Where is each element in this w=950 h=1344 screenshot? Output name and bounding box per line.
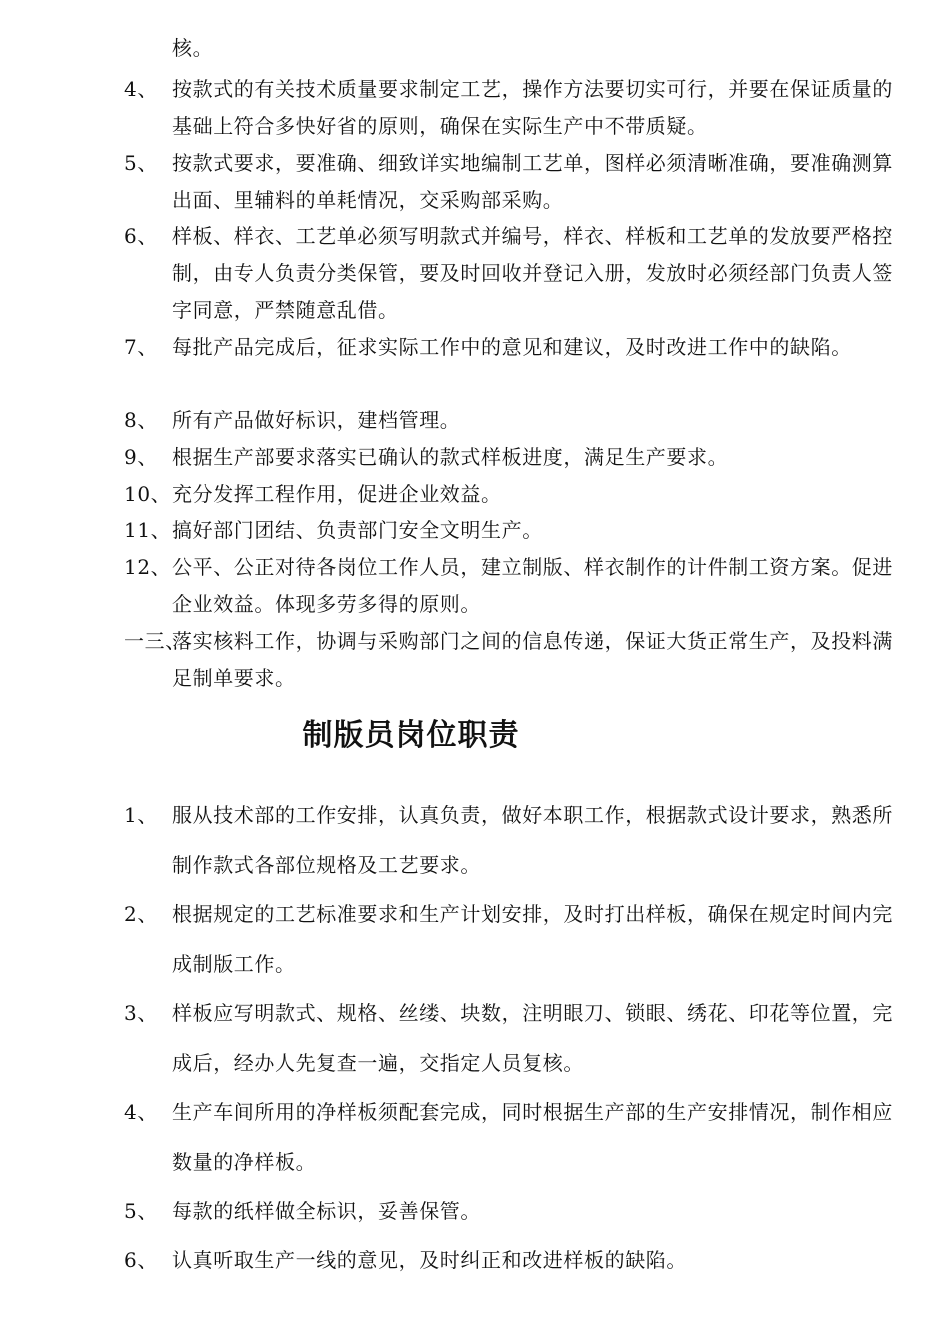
item-number: 3、 bbox=[124, 1001, 158, 1025]
item-text: 按款式要求，要准确、细致详实地编制工艺单，图样必须清晰准确，要准确测算出面、里辅料的单耗情况，交采购部采购。 bbox=[172, 151, 893, 212]
list-item bbox=[124, 1087, 894, 1187]
item-text: 根据规定的工艺标准要求和生产计划安排，及时打出样板，确保在规定时间内完成制版工作。 bbox=[172, 902, 893, 976]
item-text: 根据生产部要求落实已确认的款式样板进度，满足生产要求。 bbox=[172, 445, 729, 469]
list-item bbox=[124, 145, 894, 219]
item-number: 6、 bbox=[124, 1248, 158, 1272]
item-number: 1、 bbox=[124, 803, 158, 827]
item-number: 11、 bbox=[124, 518, 172, 542]
item-number: 10、 bbox=[124, 482, 172, 506]
list-item bbox=[124, 623, 894, 697]
item-text: 所有产品做好标识，建档管理。 bbox=[172, 408, 461, 432]
item-text: 服从技术部的工作安排，认真负责，做好本职工作，根据款式设计要求，熟悉所制作款式各部位规格及工艺要求。 bbox=[172, 803, 893, 877]
item-number: 9、 bbox=[124, 445, 158, 469]
item-number: 4、 bbox=[124, 1100, 158, 1124]
item-number: 6、 bbox=[124, 224, 158, 248]
item-text: 每批产品完成后，征求实际工作中的意见和建议，及时改进工作中的缺陷。 bbox=[172, 335, 852, 359]
list-item bbox=[124, 71, 894, 145]
item-text: 落实核料工作，协调与采购部门之间的信息传递，保证大货正常生产，及投料满足制单要求。 bbox=[172, 629, 893, 690]
section-title: 制版员岗位职责 bbox=[302, 718, 520, 753]
item-text: 认真听取生产一线的意见，及时纠正和改进样板的缺陷。 bbox=[172, 1248, 687, 1272]
item-text: 生产车间所用的净样板须配套完成，同时根据生产部的生产安排情况，制作相应数量的净样板。 bbox=[172, 1100, 893, 1174]
list-item bbox=[124, 988, 894, 1088]
item-number: 2、 bbox=[124, 902, 158, 926]
item-text: 公平、公正对待各岗位工作人员，建立制版、样衣制作的计件制工资方案。促进企业效益。体现多劳多得的原则。 bbox=[172, 555, 893, 616]
list-item bbox=[124, 476, 894, 513]
continuation-text: 核。 bbox=[172, 36, 214, 60]
list-item bbox=[124, 889, 894, 989]
item-text: 每款的纸样做全标识，妥善保管。 bbox=[172, 1199, 481, 1223]
list-item bbox=[124, 549, 894, 623]
item-text: 样板、样衣、工艺单必须写明款式并编号，样衣、样板和工艺单的发放要严格控制，由专人负责分类保管，要及时回收并登记入册，发放时必须经部门负责人签字同意，严禁随意乱借。 bbox=[172, 224, 893, 322]
list-item bbox=[124, 329, 894, 366]
item-number: 12、 bbox=[124, 555, 172, 579]
list-item bbox=[124, 218, 894, 329]
list-item bbox=[124, 790, 894, 890]
list-item bbox=[124, 402, 894, 439]
item-number: 4、 bbox=[124, 77, 158, 101]
list-item bbox=[124, 512, 894, 549]
list-item bbox=[124, 1186, 894, 1236]
item-text: 搞好部门团结、负责部门安全文明生产。 bbox=[172, 518, 543, 542]
item-text: 充分发挥工程作用，促进企业效益。 bbox=[172, 482, 502, 506]
item-text: 按款式的有关技术质量要求制定工艺，操作方法要切实可行，并要在保证质量的基础上符合多快好省的原则，确保在实际生产中不带质疑。 bbox=[172, 77, 893, 138]
list-item bbox=[124, 439, 894, 476]
item-text: 样板应写明款式、规格、丝缕、块数，注明眼刀、锁眼、绣花、印花等位置，完成后，经办人先复查一遍，交指定人员复核。 bbox=[172, 1001, 893, 1075]
item-number: 7、 bbox=[124, 335, 158, 359]
item-number: 5、 bbox=[124, 151, 158, 175]
item-number: 8、 bbox=[124, 408, 158, 432]
item-number: 一三、 bbox=[124, 629, 186, 653]
item-number: 5、 bbox=[124, 1199, 158, 1223]
list-item bbox=[124, 1235, 894, 1285]
